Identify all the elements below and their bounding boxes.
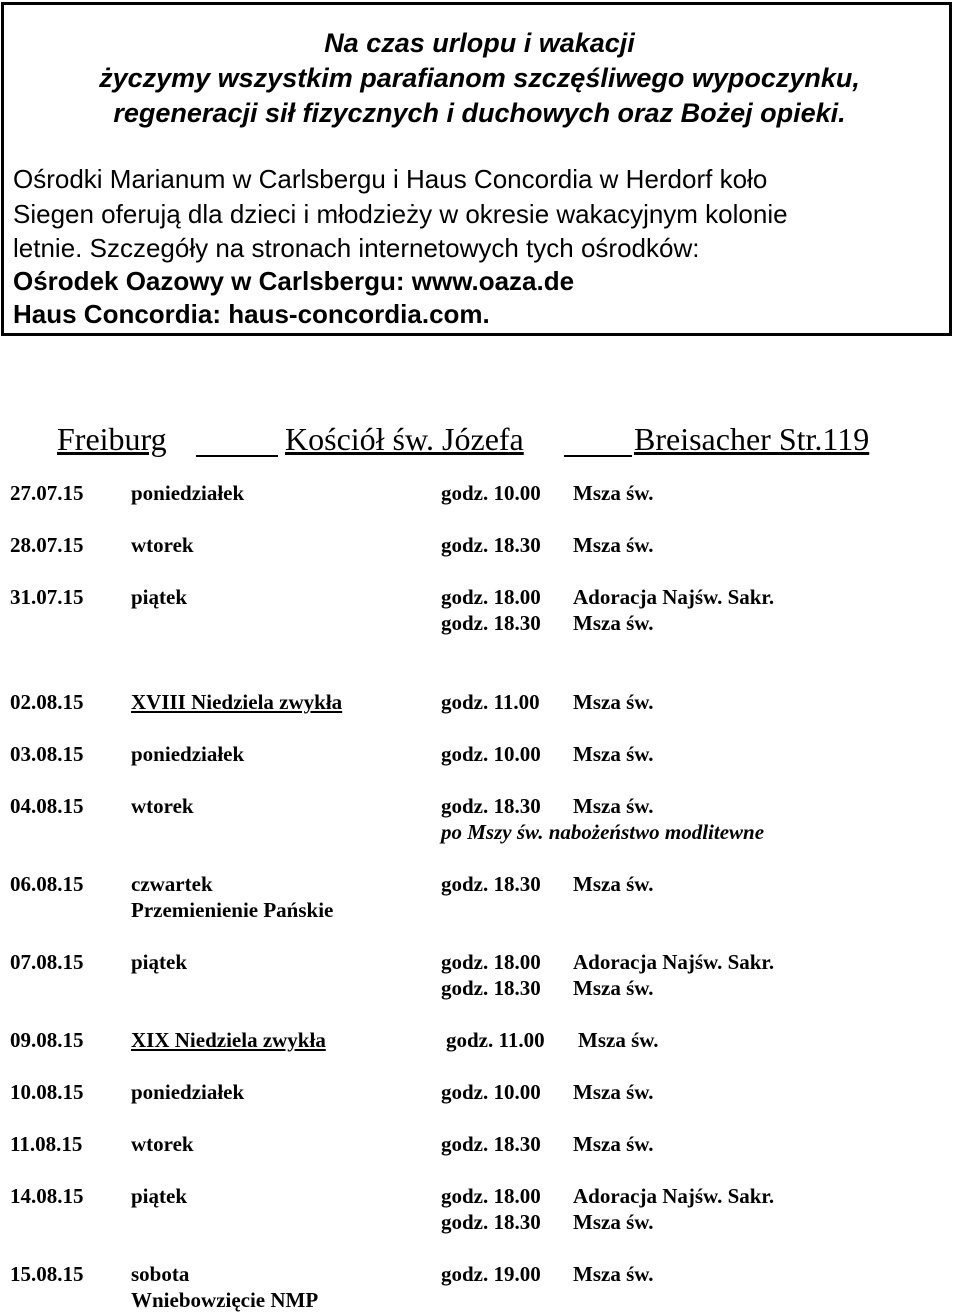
entry-day: piątek	[131, 1184, 188, 1208]
wish-line-2: życzymy wszystkim parafianom szczęśliwego wypoczynku,	[99, 63, 860, 93]
entry-event: Msza św.	[573, 872, 654, 896]
entry-date: 09.08.15	[10, 1028, 84, 1052]
entry-event: Msza św.	[573, 1210, 654, 1234]
entry-time: godz. 18.30	[441, 872, 541, 896]
entry-time: godz. 19.00	[441, 1262, 541, 1286]
entry-event: Msza św.	[573, 533, 654, 557]
entry-date: 03.08.15	[10, 742, 84, 766]
entry-event: Msza św.	[573, 1132, 654, 1156]
entry-sunday-name: XVIII Niedziela zwykła	[131, 690, 343, 714]
entry-event: Adoracja Najśw. Sakr.	[573, 1184, 775, 1208]
oaza-website-line: Ośrodek Oazowy w Carlsbergu: www.oaza.de	[13, 266, 575, 296]
entry-time: godz. 11.00	[441, 690, 540, 714]
entry-time: godz. 10.00	[441, 742, 541, 766]
entry-note: po Mszy św. nabożeństwo modlitewne	[441, 820, 765, 844]
entry-time: godz. 18.30	[441, 1132, 541, 1156]
entry-time: godz. 18.30	[441, 794, 541, 818]
entry-event: Msza św.	[573, 794, 654, 818]
entry-day: piątek	[131, 585, 188, 609]
entry-date: 15.08.15	[10, 1262, 84, 1286]
entry-date: 10.08.15	[10, 1080, 84, 1104]
entry-sunday-name: XIX Niedziela zwykła	[131, 1028, 326, 1052]
heading-city: Freiburg	[57, 421, 167, 457]
entry-date: 07.08.15	[10, 950, 84, 974]
entry-time: godz. 18.00	[441, 1184, 541, 1208]
entry-time: godz. 11.00	[446, 1028, 545, 1052]
entry-event: Msza św.	[573, 481, 654, 505]
entry-day: poniedziałek	[131, 481, 245, 505]
entry-time: godz. 18.30	[441, 976, 541, 1000]
entry-event: Msza św.	[573, 742, 654, 766]
entry-event: Msza św.	[578, 1028, 659, 1052]
entry-time: godz. 18.00	[441, 950, 541, 974]
entry-time: godz. 18.00	[441, 585, 541, 609]
entry-day: sobota	[131, 1262, 190, 1286]
entry-date: 31.07.15	[10, 585, 84, 609]
entry-date: 04.08.15	[10, 794, 84, 818]
entry-day: wtorek	[131, 794, 194, 818]
entry-event: Adoracja Najśw. Sakr.	[573, 585, 775, 609]
entry-date: 28.07.15	[10, 533, 84, 557]
entry-time: godz. 18.30	[441, 611, 541, 635]
entry-feast-name: Wniebowzięcie NMP	[131, 1288, 319, 1312]
entry-date: 11.08.15	[10, 1132, 83, 1156]
heading-address: Breisacher Str.119	[634, 421, 870, 457]
entry-day: poniedziałek	[131, 1080, 245, 1104]
entry-time: godz. 10.00	[441, 481, 541, 505]
entry-event: Adoracja Najśw. Sakr.	[573, 950, 775, 974]
entry-event: Msza św.	[573, 1080, 654, 1104]
heading-underline-gap-2	[564, 455, 632, 457]
info-line-2: Siegen oferują dla dzieci i młodzieży w okresie wakacyjnym kolonie	[13, 199, 788, 229]
vacation-notice-box	[1, 2, 952, 336]
info-line-3: letnie. Szczegóły na stronach internetowych tych ośrodków:	[13, 233, 700, 263]
entry-day: piątek	[131, 950, 188, 974]
entry-date: 02.08.15	[10, 690, 84, 714]
entry-feast-name: Przemienienie Pańskie	[131, 898, 334, 922]
entry-event: Msza św.	[573, 611, 654, 635]
entry-day: wtorek	[131, 533, 194, 557]
entry-event: Msza św.	[573, 1262, 654, 1286]
entry-event: Msza św.	[573, 976, 654, 1000]
entry-day: poniedziałek	[131, 742, 245, 766]
entry-time: godz. 10.00	[441, 1080, 541, 1104]
wish-line-1: Na czas urlopu i wakacji	[324, 28, 635, 58]
entry-date: 27.07.15	[10, 481, 84, 505]
entry-time: godz. 18.30	[441, 1210, 541, 1234]
heading-underline-gap-1	[196, 455, 278, 457]
entry-time: godz. 18.30	[441, 533, 541, 557]
heading-church: Kościół św. Józefa	[285, 421, 524, 457]
entry-day: czwartek	[131, 872, 213, 896]
info-line-1: Ośrodki Marianum w Carlsbergu i Haus Concordia w Herdorf koło	[13, 164, 768, 194]
entry-day: wtorek	[131, 1132, 194, 1156]
concordia-website-line: Haus Concordia: haus-concordia.com.	[13, 299, 490, 329]
entry-event: Msza św.	[573, 690, 654, 714]
entry-date: 06.08.15	[10, 872, 84, 896]
wish-line-3: regeneracji sił fizycznych i duchowych oraz Bożej opieki.	[113, 98, 846, 128]
entry-date: 14.08.15	[10, 1184, 84, 1208]
